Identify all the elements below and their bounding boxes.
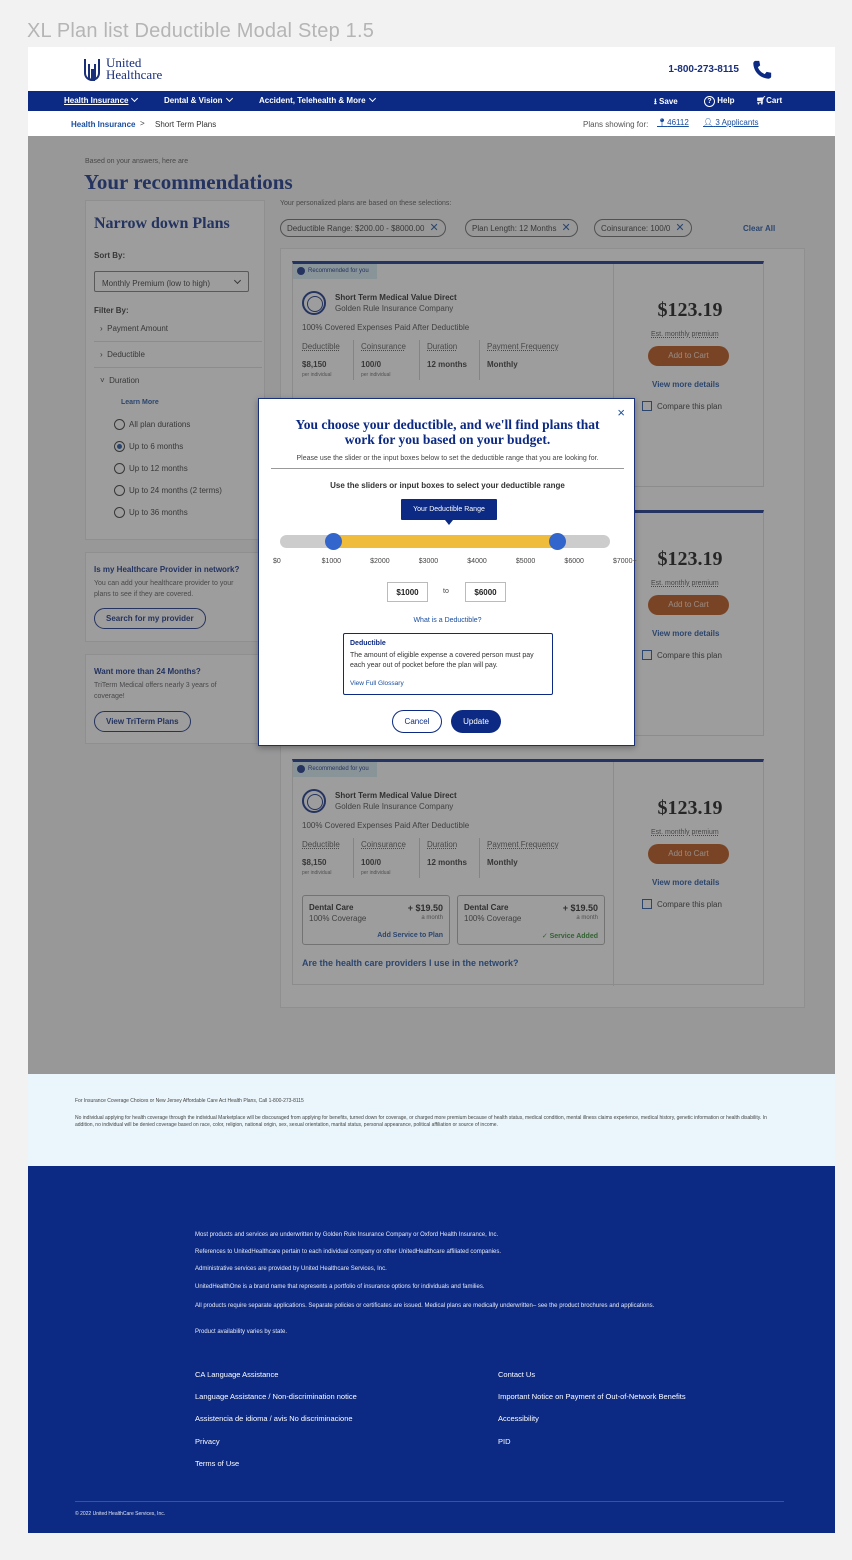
top-header [28,47,835,91]
slider-tick-label: $5000 [515,558,536,565]
disclaimer-line2: No individual applying for health coverage through the individual Marketplace will be discouraged from applying for benefits, turned down for coverage, or charged more premium because of health status, medical condition, mental illness claims experience, medical history, genetic information or health disability. In addition, no individual will be denied coverage based on race, color, religion, national origin, sex, sexual orientation, marital status, personal appearance, political affiliation or source of income. [75,1115,767,1128]
min-deductible-input[interactable]: $1000 [387,582,428,602]
disclaimer-line1: For Insurance Coverage Choices or New Jersey Affordable Care Act Health Plans, Call 1-800-273-8115 [75,1098,304,1104]
main-nav [28,91,835,111]
footer-divider [75,1501,784,1502]
disclaimer [28,1074,835,1166]
brand-line1: United [106,55,142,70]
slider-tick-label: $4000 [467,558,487,565]
footer-link-out-of-network[interactable]: Important Notice on Payment of Out-of-Network Benefits [498,1392,686,1401]
breadcrumb-separator: > [140,119,145,128]
footer-line: UnitedHealthOne is a brand name that represents a portfolio of insurance options for individuals and families. [195,1284,485,1290]
slider-fill [333,535,557,548]
cart-icon: 🛒︎ [756,96,767,105]
chevron-down-icon [369,95,376,102]
breadcrumb-current: Short Term Plans [155,120,217,129]
footer-line: References to UnitedHealthcare pertain to each individual company or other UnitedHealthcare affiliated companies. [195,1249,502,1255]
slider-tick-label: $3000 [418,558,439,565]
nav-accident-telehealth[interactable]: Accident, Telehealth & More [259,96,375,105]
question-circle-icon: ? [704,96,715,107]
slider-tick-label: $1000 [321,558,342,565]
slider-tick-label: $7000+ [613,558,637,565]
nav-health-insurance[interactable]: Health Insurance [64,96,137,105]
person-icon: 👤︎ [703,118,714,127]
modal-subtitle: Use the sliders or input boxes to select your deductible range [330,481,565,490]
footer-link-language-assistance[interactable]: Language Assistance / Non-discrimination notice [195,1392,357,1401]
phone-icon[interactable] [751,59,773,81]
range-tooltip: Your Deductible Range [401,499,497,520]
to-label: to [443,588,449,595]
footer-link-pid[interactable]: PID [498,1437,511,1446]
footer-line: Most products and services are underwritten by Golden Rule Insurance Company or Oxford Health Insurance, Inc. [195,1232,499,1238]
zip-link[interactable]: 📍︎46112 [657,118,689,127]
applicants-link[interactable]: 👤︎ 3 Applicants [703,118,759,127]
glossary-link[interactable]: View Full Glossary [350,680,404,687]
slider-thumb-min[interactable] [325,533,342,550]
what-is-deductible-link[interactable]: What is a Deductible? [413,617,482,624]
footer-link-contact[interactable]: Contact Us [498,1370,536,1379]
deductible-modal [258,398,635,746]
update-button[interactable]: Update [451,710,501,733]
breadcrumb [28,111,835,136]
chevron-down-icon [225,95,232,102]
logo-icon [84,57,100,81]
nav-save[interactable]: ⭳ Save [654,97,678,106]
footer-link-assistencia[interactable]: Assistencia de idioma / avis No discriminacione [195,1414,353,1423]
brand-logo[interactable] [84,57,162,81]
footer-line: All products require separate applications. Separate policies or certificates are issued. Medical plans are medically underwritten– see the product brochures and applications. [195,1303,655,1309]
plans-showing-label: Plans showing for: [583,120,649,129]
slider-tick-label: $2000 [370,558,390,565]
cancel-button[interactable]: Cancel [392,710,442,733]
definition-title: Deductible [350,640,386,647]
slider-tick-label: $0 [273,558,281,565]
brand-line2: Healthcare [106,67,163,82]
nav-cart[interactable]: 🛒︎Cart [756,96,783,105]
download-icon: ⭳ [654,97,657,106]
slider-tick-label: $6000 [564,558,584,565]
nav-dental-vision[interactable]: Dental & Vision [164,96,232,105]
slider-thumb-max[interactable] [549,533,566,550]
chevron-down-icon [131,95,138,102]
footer-link-ca-language[interactable]: CA Language Assistance [195,1370,279,1379]
location-pin-icon: 📍︎ [657,118,668,127]
footer-line: Product availability varies by state. [195,1329,288,1335]
footer-line: Administrative services are provided by United Healthcare Services, Inc. [195,1266,387,1272]
modal-title: You choose your deductible, and we'll find plans that work for you based on your budget. [295,417,600,447]
footer [28,1166,835,1533]
footer-link-accessibility[interactable]: Accessibility [498,1414,539,1423]
footer-link-terms[interactable]: Terms of Use [195,1459,240,1468]
page [28,47,835,1533]
footer-link-privacy[interactable]: Privacy [195,1437,220,1446]
modal-description: Please use the slider or the input boxes below to set the deductible range that you are looking for. [271,455,624,469]
nav-help[interactable]: ? Help [704,96,735,107]
breadcrumb-home[interactable]: Health Insurance [71,120,136,129]
phone-number[interactable]: 1-800-273-8115 [668,64,739,75]
max-deductible-input[interactable]: $6000 [465,582,506,602]
copyright: © 2022 United HealthCare Services, Inc. [75,1511,166,1517]
definition-body: The amount of eligible expense a covered person must pay each year out of pocket before the plan will pay. [350,652,534,669]
close-icon[interactable]: × [617,405,625,420]
deductible-definition [343,633,553,695]
frame-title: XL Plan list Deductible Modal Step 1.5 [27,20,375,42]
